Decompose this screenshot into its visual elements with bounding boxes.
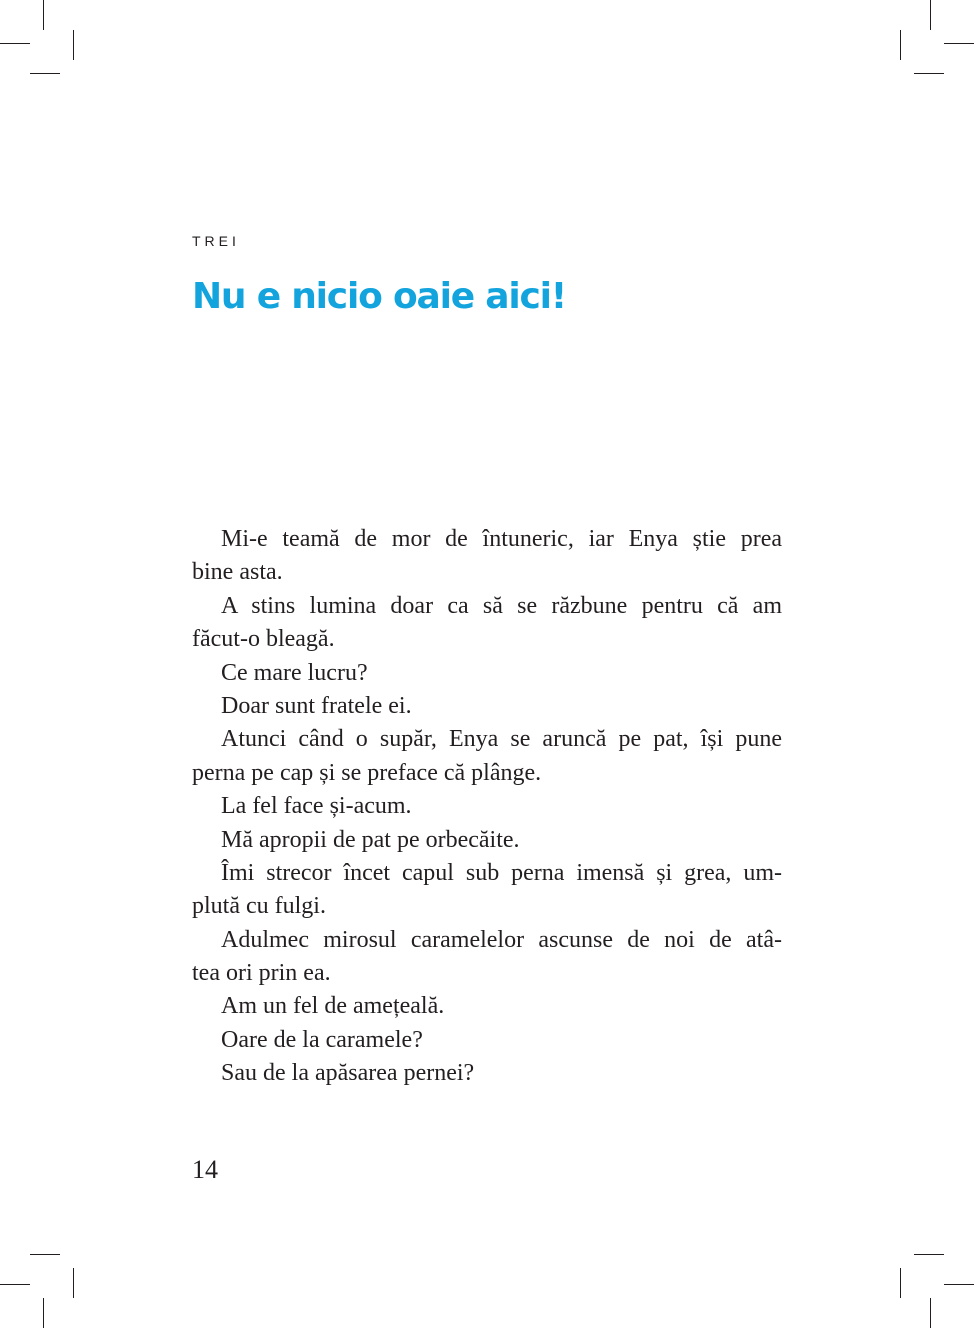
text-line: A stins lumina doar ca să se răzbune pentru că am bbox=[221, 592, 782, 619]
crop-mark bbox=[900, 30, 901, 60]
text-line: Doar sunt fratele ei. bbox=[221, 692, 412, 719]
text-line: plută cu fulgi. bbox=[192, 893, 326, 920]
text-line: La fel face și-acum. bbox=[221, 793, 412, 820]
crop-mark bbox=[900, 1268, 901, 1298]
chapter-title: Nu e nicio oaie aici! bbox=[192, 276, 566, 317]
text-line: Oare de la caramele? bbox=[221, 1026, 423, 1053]
crop-mark bbox=[944, 43, 974, 44]
crop-mark bbox=[930, 1298, 931, 1328]
chapter-label: TREI bbox=[192, 233, 240, 249]
crop-mark bbox=[43, 0, 44, 30]
body-text bbox=[192, 523, 782, 1091]
crop-mark bbox=[30, 1254, 60, 1255]
crop-mark bbox=[30, 73, 60, 74]
text-line: Ce mare lucru? bbox=[221, 659, 368, 686]
text-line: Atunci când o supăr, Enya se aruncă pe pat, își pune bbox=[221, 726, 782, 753]
text-line: Sau de la apăsarea pernei? bbox=[221, 1060, 475, 1087]
crop-mark bbox=[914, 73, 944, 74]
text-line: Mi-e teamă de mor de întuneric, iar Enya știe prea bbox=[221, 526, 782, 552]
crop-mark bbox=[73, 1268, 74, 1298]
crop-mark bbox=[914, 1254, 944, 1255]
text-line: Îmi strecor încet capul sub perna imensă și grea, um- bbox=[221, 859, 782, 886]
crop-mark bbox=[930, 0, 931, 30]
text-line: perna pe cap și se preface că plânge. bbox=[192, 759, 542, 786]
page-number: 14 bbox=[192, 1155, 218, 1184]
crop-mark bbox=[0, 1284, 30, 1285]
text-line: bine asta. bbox=[192, 559, 283, 586]
crop-mark bbox=[944, 1284, 974, 1285]
text-line: Am un fel de amețeală. bbox=[221, 993, 445, 1020]
text-line: Adulmec mirosul caramelelor ascunse de noi de atâ- bbox=[221, 926, 782, 953]
crop-mark bbox=[43, 1298, 44, 1328]
crop-mark bbox=[73, 30, 74, 60]
text-line: Mă apropii de pat pe orbecăite. bbox=[221, 826, 520, 853]
crop-mark bbox=[0, 43, 30, 44]
text-line: tea ori prin ea. bbox=[192, 960, 331, 987]
text-line: făcut-o bleagă. bbox=[192, 626, 335, 653]
